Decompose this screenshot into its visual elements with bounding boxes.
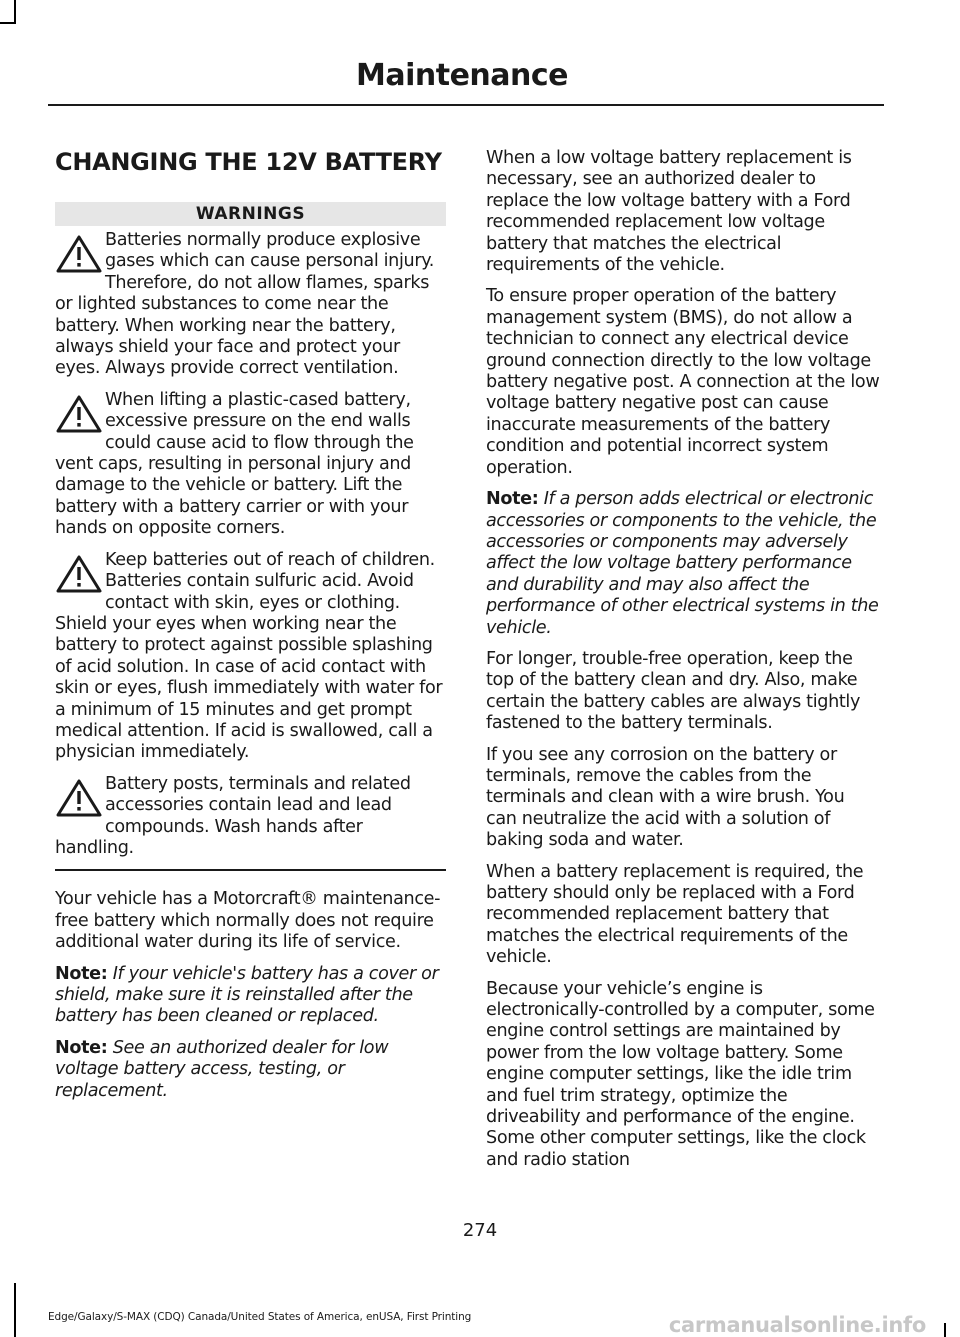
warning-item [55,774,446,860]
note-paragraph [486,489,880,639]
warning-text: When lifting a plastic-cased battery, excessive pressure on the end walls could cause acid to flow through the vent caps, resulting in personal injury and damage to the vehicle or battery. Lift the battery with a battery carrier or with your hands on opposite corners. [55,389,414,539]
note-label: Note: [55,963,108,984]
page-number: 274 [462,1220,498,1241]
body-paragraph: To ensure proper operation of the battery management system (BMS), do not allow a technician to connect any electrical device ground connection directly to the low voltage battery negative post. A connection at the low voltage battery negative post can cause inaccurate measurements of the battery condition and potential incorrect system operation. [486,286,880,478]
note-text: If your vehicle's battery has a cover or shield, make sure it is reinstalled after the battery has been cleaned or replaced. [55,963,439,1027]
body-paragraph: Your vehicle has a Motorcraft® maintenance-free battery which normally does not require additional water during its life of service. [55,889,441,953]
note-label: Note: [486,489,539,510]
warning-triangle-icon [55,554,103,594]
warning-text: Battery posts, terminals and related accessories contain lead and lead compounds. Wash hands after handling. [55,773,411,858]
body-paragraph: When a battery replacement is required, the battery should only be replaced with a Ford recommended replacement battery that matches the electrical requirements of the vehicle. [486,861,864,968]
warnings-heading: WARNINGS [55,202,446,226]
page-header-title: Maintenance [355,58,568,93]
crop-mark [0,22,16,24]
body-paragraph: When a low voltage battery replacement is necessary, see an authorized dealer to replace the low voltage battery with a Ford recommended replacement low voltage battery that matches the electrical requirements of the vehicle. [486,148,852,276]
crop-mark [14,1283,16,1337]
section-title: CHANGING THE 12V BATTERY [55,148,442,176]
crop-mark [944,1323,946,1337]
body-paragraph: For longer, trouble-free operation, keep the top of the battery clean and dry. Also, make certain the battery cables are always tightly fastened to the battery terminals. [486,648,861,734]
warning-text: Keep batteries out of reach of children. Batteries contain sulfuric acid. Avoid contact with skin, eyes or clothing. Shield your eyes when working near the battery to protect against possible splashing of acid solution. In case of acid contact with skin or eyes, flush immediately with water for a minimum of 15 minutes and get prompt medical attention. If acid is swallowed, call a physician immediately. [55,549,443,763]
footer-text: Edge/Galaxy/S-MAX (CDQ) Canada/United States of America, enUSA, First Printing [48,1311,472,1323]
left-column [55,146,446,1112]
warning-item [55,230,446,380]
note-paragraph [55,964,446,1028]
warning-triangle-icon [55,234,103,274]
watermark[interactable]: carmanualsonline.info [668,1313,926,1337]
note-label: Note: [55,1037,108,1058]
warning-triangle-icon [55,778,103,818]
warning-triangle-icon [55,394,103,434]
warning-text: Batteries normally produce explosive gases which can cause personal injury. Therefore, do not allow flames, sparks or lighted substances to come near the battery. When working near the battery, always shield your face and protect your eyes. Always provide correct ventilation. [55,230,435,379]
body-paragraph: If you see any corrosion on the battery or terminals, remove the cables from the terminals and clean with a wire brush. You can neutralize the acid with a solution of baking soda and water. [486,744,845,851]
note-text: See an authorized dealer for low voltage battery access, testing, or replacement. [55,1037,389,1101]
note-text: If a person adds electrical or electronic accessories or components to the vehicle, the accessories or components may adversely affect the low voltage battery performance and durability and may also affect the performance of other electrical systems in the vehicle. [486,489,879,638]
warning-item [55,550,446,764]
header-rule [48,104,884,106]
body-paragraph: Because your vehicle’s engine is electronically-controlled by a computer, some engine control settings are maintained by power from the low voltage battery. Some engine computer settings, like the idle trim and fuel trim strategy, optimize the driveability and performance of the engine. Some other computer settings, like the clock and radio station [486,978,875,1170]
note-paragraph [55,1038,446,1102]
warnings-end-rule [55,869,446,871]
crop-mark [14,0,16,22]
warning-item [55,390,446,540]
right-column [486,148,880,1181]
